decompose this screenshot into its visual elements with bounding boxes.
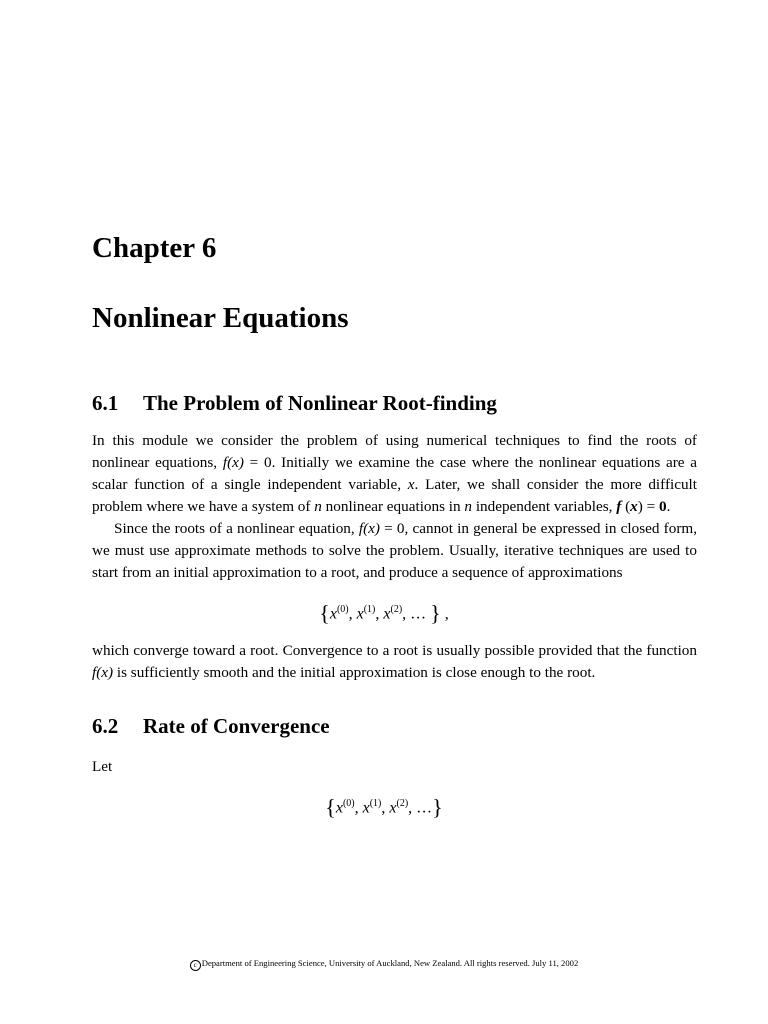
open-brace: { [325,794,336,820]
math-n: n [464,498,473,516]
text-run: In this module we consider the problem of using numerical techniques to find the roots of nonlinear equations, [92,432,697,472]
math-fx: f(x) [222,454,244,472]
separator: , [402,605,411,623]
page-footer [0,957,768,971]
text-run: independent variables, [472,498,617,516]
open-brace: { [319,600,330,626]
separator: , [381,799,390,817]
math-x: x [383,605,391,623]
section-number: 6.2 [92,714,119,738]
text-run: nonlinear equations in [321,498,465,516]
display-equation-sequence [0,598,768,626]
chapter-title: Nonlinear Equations [92,302,349,334]
paragraph-intro: In this module we consider the problem of using numerical techniques to find the roots of nonlinear equations, f(x) = 0. Initially we examine the case where the nonlinear equations are a scalar function of a single independent variable, x. Later, we shall consider the more difficult problem where we have a system of n nonlinear equations in n independent variables, f (x) = 0. [92,432,698,516]
ellipsis: … [416,799,433,817]
text-run: = 0, cannot in general be expressed in closed form, we must use approximate methods to solve the problem. Usually, iterative techniques are used to start from an initial approximation to a root, and produce a sequence of approximations [92,520,697,582]
superscript: (1) [363,604,376,615]
superscript: (2) [396,798,409,809]
math-zero-vector: 0 [659,498,667,516]
math-x: x [335,799,343,817]
paragraph-let: Let [92,758,113,775]
text-run: . Later, we shall consider the more difficult problem where we have a system of [92,476,697,516]
text-run: = 0. Initially we examine the case where the nonlinear equations are a scalar function of a single independent variable, [92,454,698,494]
math-x: x [389,799,397,817]
separator: , [354,799,363,817]
math-x: x [356,605,364,623]
footer-text: Department of Engineering Science, University of Auckland, New Zealand. All rights reserved. July 11, 2002 [201,958,579,968]
text-run: = [642,498,659,516]
text-run: which converge toward a root. Convergence to a root is usually possible provided that the function [92,642,697,659]
math-vector-f: f [616,498,622,516]
math-x: x [362,799,370,817]
close-brace: } [430,600,441,626]
section-heading-6-1 [92,389,497,417]
ellipsis: … [410,605,427,623]
superscript: (2) [390,604,403,615]
section-heading-6-2 [92,712,330,740]
text-run: is sufficiently smooth and the initial approximation is close enough to the root. [113,664,596,682]
math-vector-x: x [630,498,638,516]
separator: , [408,799,417,817]
math-x: x [407,476,415,494]
section-title: Rate of Convergence [143,714,330,738]
close-brace: } [432,794,443,820]
copyright-icon: c [190,960,201,971]
separator: , [348,605,357,623]
separator: , [375,605,384,623]
superscript: (0) [342,798,355,809]
section-number: 6.1 [92,391,119,415]
math-x: x [329,605,337,623]
superscript: (1) [369,798,382,809]
paragraph-convergence [92,640,697,684]
paragraph-approximation [92,518,697,584]
text-run: . [666,498,671,516]
chapter-label: Chapter 6 [92,232,217,264]
trailing-comma: , [440,605,449,623]
display-equation-sequence-2 [0,792,768,820]
superscript: (0) [336,604,349,615]
text-run: Since the roots of a nonlinear equation, [114,520,359,537]
section-title: The Problem of Nonlinear Root-finding [143,391,497,415]
math-fx: f(x) [358,520,380,537]
math-n: n [314,498,322,516]
math-fx: f(x) [92,664,114,682]
